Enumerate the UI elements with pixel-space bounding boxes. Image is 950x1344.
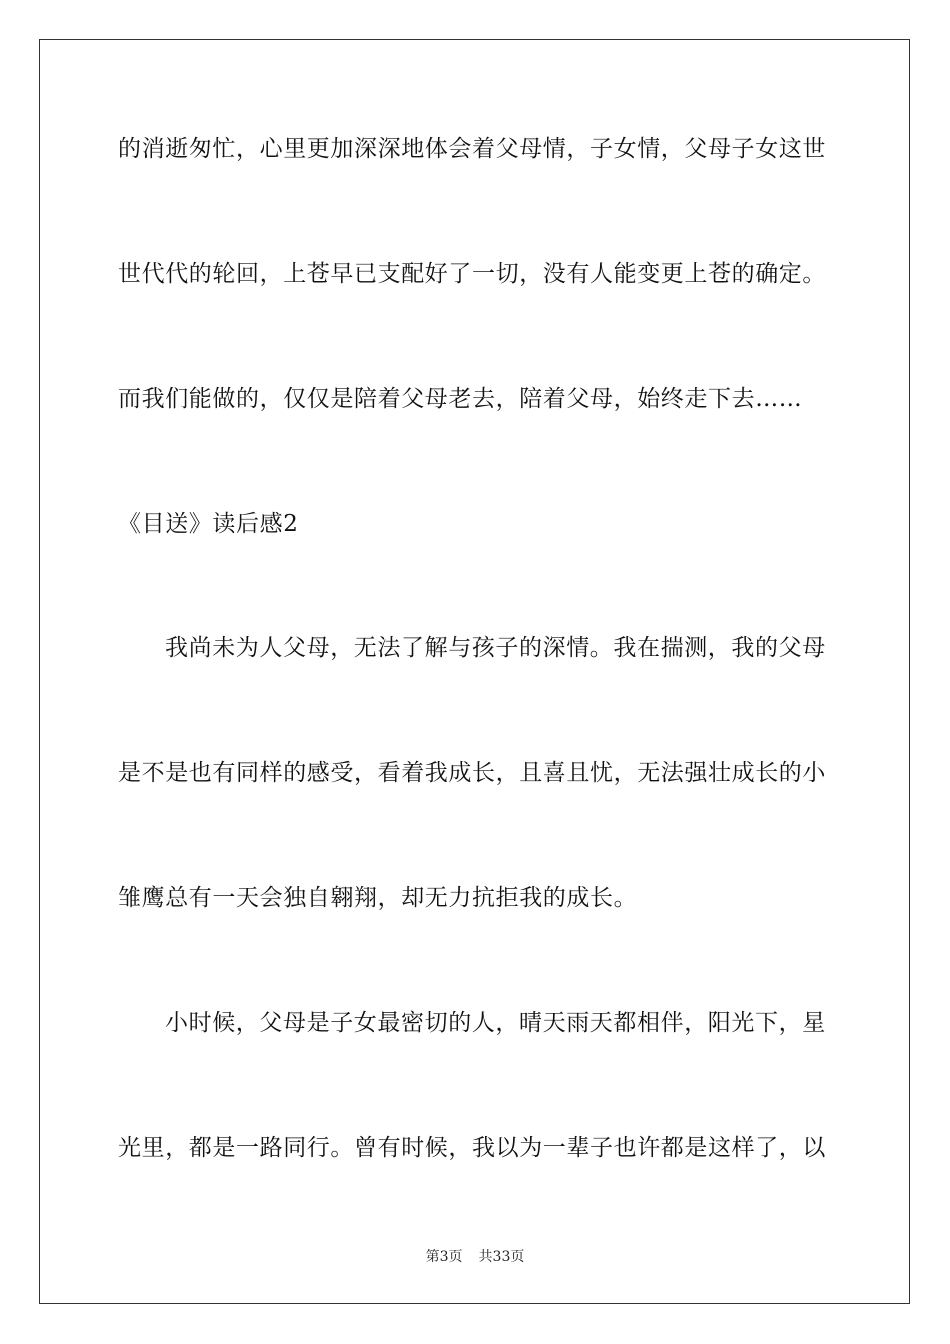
body-text-line: 的消逝匆忙，心里更加深深地体会着父母情，子女情，父母子女这世 (118, 136, 826, 162)
paragraph-first-line: 小时候，父母是子女最密切的人，晴天雨天都相伴，阳光下，星 (165, 1010, 826, 1036)
page-frame (39, 39, 910, 1304)
body-text-line: 世代代的轮回，上苍早已支配好了一切，没有人能变更上苍的确定。 (118, 261, 826, 287)
page-footer (0, 1248, 950, 1266)
body-text-line: 是不是也有同样的感受，看着我成长，且喜且忧，无法强壮成长的小 (118, 760, 826, 786)
section-heading: 《目送》读后感2 (118, 511, 299, 537)
page-total: 共33页 (478, 1249, 525, 1265)
body-text-line: 雏鹰总有一天会独自翱翔，却无力抗拒我的成长。 (118, 885, 638, 911)
body-text-line: 光里，都是一路同行。曾有时候，我以为一辈子也许都是这样了，以 (118, 1135, 826, 1161)
body-text-line: 而我们能做的，仅仅是陪着父母老去，陪着父母，始终走下去…… (118, 386, 803, 412)
page-number: 第3页 (425, 1249, 463, 1265)
paragraph-first-line: 我尚未为人父母，无法了解与孩子的深情。我在揣测，我的父母 (165, 635, 826, 661)
